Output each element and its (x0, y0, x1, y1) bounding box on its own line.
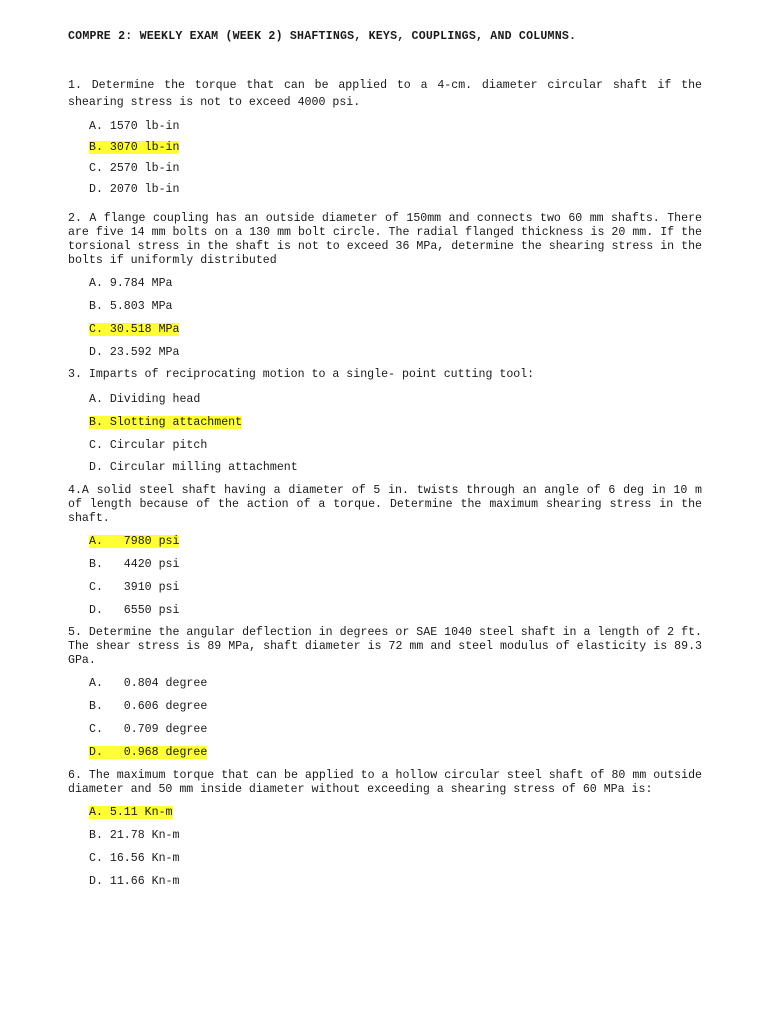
choice-text: B. 0.606 degree (89, 700, 208, 713)
choice-d (89, 460, 298, 475)
choice-text: D. 23.592 MPa (89, 346, 180, 359)
question-stem: 5. Determine the angular deflection in degrees or SAE 1040 steel shaft in a length of 2 ft. The shear stress is 89 MPa, shaft diameter is 72 mm and steel modulus of elasticity is 89.3 GPa. (68, 626, 702, 667)
choice-text: A. 7980 psi (89, 535, 180, 548)
question-2 (68, 212, 702, 359)
question-4 (68, 484, 702, 617)
choice-text: B. 4420 psi (89, 558, 180, 571)
choice-text: A. 9.784 MPa (89, 277, 173, 290)
choice-text: B. 3070 lb-in (89, 141, 180, 154)
choice-text: C. 0.709 degree (89, 723, 208, 736)
choice-text: D. 0.968 degree (89, 746, 208, 759)
choice-c (89, 851, 179, 866)
choice-text: B. 5.803 MPa (89, 300, 173, 313)
choice-text: C. 30.518 MPa (89, 323, 180, 336)
choice-a (89, 276, 173, 291)
choice-b (89, 699, 207, 714)
choice-a (89, 119, 179, 134)
choice-text: A. Dividing head (89, 393, 201, 406)
choice-b (89, 415, 242, 430)
choice-text: D. 6550 psi (89, 604, 180, 617)
choice-a (89, 805, 173, 820)
choice-a (89, 534, 179, 549)
choice-text: A. 1570 lb-in (89, 120, 180, 133)
question-6 (68, 769, 702, 888)
choice-b (89, 299, 173, 314)
choice-text: C. 3910 psi (89, 581, 180, 594)
choice-c (89, 722, 207, 737)
question-stem: 3. Imparts of reciprocating motion to a single- point cutting tool: (68, 368, 535, 381)
choice-c (89, 580, 179, 595)
choice-text: C. 16.56 Kn-m (89, 852, 180, 865)
choice-d (89, 603, 179, 618)
choice-text: B. Slotting attachment (89, 416, 243, 429)
choice-a (89, 676, 207, 691)
question-stem: 2. A flange coupling has an outside diameter of 150mm and connects two 60 mm shafts. There are five 14 mm bolts on a 130 mm bolt circle. The radial flanged thickness is 20 mm. If the torsional stress in the shaft is not to exceed 36 MPa, determine the shearing stress in the bolts if uniformly distributed (68, 212, 702, 267)
question-stem: 4.A solid steel shaft having a diameter of 5 in. twists through an angle of 6 deg in 10 m of length because of the action of a torque. Determine the maximum shearing stress in the shaft. (68, 484, 702, 525)
choice-text: A. 0.804 degree (89, 677, 208, 690)
choice-text: D. 2070 lb-in (89, 183, 180, 196)
choice-a (89, 392, 200, 407)
choice-d (89, 745, 207, 760)
choice-d (89, 345, 179, 360)
choice-text: C. 2570 lb-in (89, 162, 180, 175)
choice-b (89, 557, 179, 572)
choice-text: C. Circular pitch (89, 439, 208, 452)
question-stem: 1. Determine the torque that can be applied to a 4-cm. diameter circular shaft if the shearing stress is not to exceed 4000 psi. (68, 79, 702, 109)
question-5 (68, 626, 702, 759)
question-3 (68, 368, 702, 474)
choice-text: D. Circular milling attachment (89, 461, 298, 474)
choice-text: D. 11.66 Kn-m (89, 875, 180, 888)
choice-b (89, 140, 179, 155)
choice-d (89, 874, 179, 889)
choice-d (89, 182, 179, 197)
choice-text: A. 5.11 Kn-m (89, 806, 173, 819)
choice-text: B. 21.78 Kn-m (89, 829, 180, 842)
choice-b (89, 828, 179, 843)
exam-title: COMPRE 2: WEEKLY EXAM (WEEK 2) SHAFTINGS, KEYS, COUPLINGS, AND COLUMNS. (68, 30, 577, 43)
choice-c (89, 322, 179, 337)
choice-c (89, 438, 207, 453)
question-stem: 6. The maximum torque that can be applied to a hollow circular steel shaft of 80 mm outside diameter and 50 mm inside diameter without exceeding a shearing stress of 60 MPa is: (68, 769, 702, 796)
question-1 (68, 77, 702, 196)
choice-c (89, 161, 179, 176)
